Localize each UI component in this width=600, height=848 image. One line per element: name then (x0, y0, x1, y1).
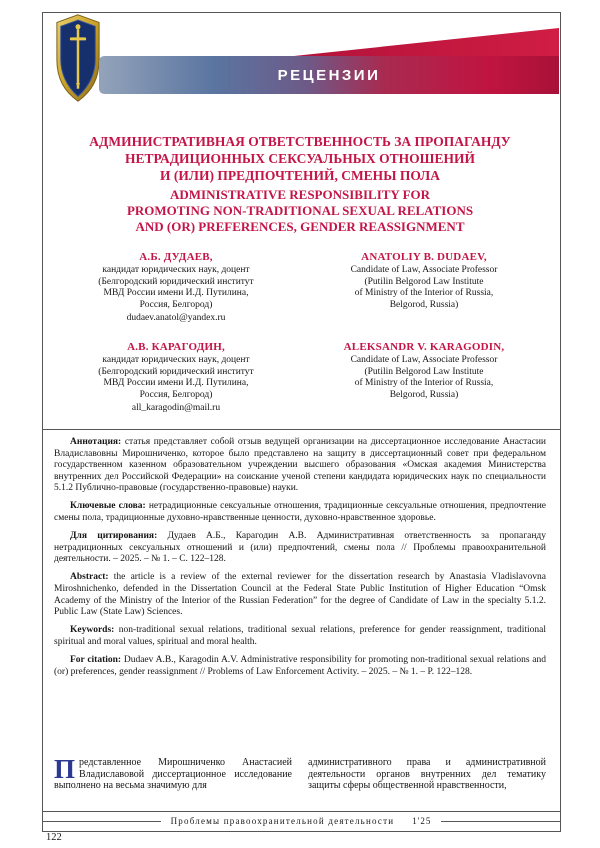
footer-journal-name: Проблемы правоохранительной деятельности (170, 816, 395, 826)
article-title-ru-line1: АДМИНИСТРАТИВНАЯ ОТВЕТСТВЕННОСТЬ ЗА ПРОПАГАНДУ (89, 134, 511, 149)
citation-en-text: Dudaev A.B., Karagodin A.V. Administrative responsibility for promoting non-traditional sexual relations and (or) preferences, gender reassignment // Problems of Law Enforcement Activity. – 2025. – № 1. – P. 122–128. (54, 655, 547, 677)
author-1-ru-degree: кандидат юридических наук, доцент (102, 265, 250, 275)
body-left-text: редставленное Мирошниченко Анастасией Владиславовой диссертационное исследование выполнено на весьма значимую для (54, 757, 292, 791)
abstract-separator-rule (42, 429, 560, 430)
annotation-paragraph (54, 437, 546, 495)
footer-journal-title (161, 816, 442, 826)
author-block-1 (52, 251, 548, 325)
author-1-ru-affiliation-1: (Белгородский юридический институт (98, 276, 254, 287)
author-1-ru-name: А.Б. ДУДАЕВ, (139, 251, 213, 263)
article-title-en-line2: PROMOTING NON-TRADITIONAL SEXUAL RELATIONS (126, 203, 474, 218)
section-banner (99, 27, 559, 96)
article-title-en-line1: ADMINISTRATIVE RESPONSIBILITY FOR (169, 187, 431, 202)
author-2-en-affiliation-3: Belgorod, Russia) (389, 389, 459, 400)
abstract-label: Abstract: (70, 572, 109, 583)
author-2-ru-affiliation-1: (Белгородский юридический институт (98, 366, 254, 377)
keywords-ru-text: нетрадиционные сексуальные отношения, традиционные сексуальные отношения, предпочтение смены пола, традиционные духовно-нравственные ценности, духовно-нравственное здоровье. (54, 501, 547, 524)
abstract-text: the article is a review of the external reviewer for the dissertation research by Anastasia Vladislavovna Miroshnichenko, defended in the Dissertation Council at the Federal State Public Institution of Higher Education “Omsk Academy of the Ministry of the Interior of the Russian Federation” for the degree of Candidate of Law in the specialty 5.1.2. Public Law (State Law) Sciences. (54, 572, 547, 618)
keywords-en-paragraph (54, 625, 546, 648)
annotation-text: статья представляет собой отзыв ведущей организации на диссертационное исследование Анастасии Владиславовны Мирошниченко, которое было представлено на защиту в диссертационный совет при федеральном государственном казенном образовательном учреждении высшего образования «Омская академия Министерства внутренних дел Российской Федерации» на соискание ученой степени кандидата юридических наук по специальности 5.1.2 Публично-правовые (государственно-правовые) науки. (54, 437, 546, 494)
author-1-en (300, 251, 548, 325)
footer-left-rule (42, 821, 161, 822)
article-title-ru-line3: И (ИЛИ) ПРЕДПОЧТЕНИЙ, СМЕНЫ ПОЛА (160, 168, 440, 183)
author-1-en-degree: Candidate of Law, Associate Professor (350, 265, 498, 275)
author-2-en-affiliation-1: (Putilin Belgorod Law Institute (364, 366, 484, 377)
article-title-en (52, 187, 548, 235)
author-2-ru-name: А.В. КАРАГОДИН, (127, 341, 225, 353)
footer-top-rule (42, 811, 560, 812)
citation-en-paragraph (54, 655, 546, 678)
article-meta (54, 437, 546, 685)
keywords-ru-label: Ключевые слова: (70, 501, 146, 512)
body-column-right (308, 757, 546, 792)
author-1-ru (52, 251, 300, 325)
author-1-ru-affiliation-3: Россия, Белгород) (139, 299, 213, 310)
body-text-columns (54, 754, 546, 792)
footer-right-rule (441, 821, 560, 822)
citation-ru-label: Для цитирования: (70, 531, 158, 542)
citation-ru-paragraph (54, 531, 546, 566)
running-footer (42, 813, 560, 829)
article-title-ru (52, 133, 548, 184)
author-2-ru (52, 341, 300, 415)
article-title-ru-line2: НЕТРАДИЦИОННЫХ СЕКСУАЛЬНЫХ ОТНОШЕНИЙ (124, 151, 475, 166)
keywords-en-label: Keywords: (70, 625, 115, 636)
article-title-en-line3: AND (OR) PREFERENCES, GENDER REASSIGNMENT (135, 219, 465, 234)
page-number: 122 (46, 832, 62, 843)
author-2-en-degree: Candidate of Law, Associate Professor (350, 355, 498, 365)
keywords-ru-paragraph (54, 501, 546, 524)
dropcap-letter: П (54, 754, 76, 784)
annotation-label: Аннотация: (70, 437, 122, 447)
author-1-en-affiliation-2: of Ministry of the Interior of Russia, (354, 288, 494, 298)
abstract-paragraph (54, 572, 546, 618)
author-block-2 (52, 341, 548, 415)
shield-sword-icon (54, 13, 102, 103)
author-2-ru-degree: кандидат юридических наук, доцент (102, 355, 250, 365)
author-2-ru-affiliation-3: Россия, Белгород) (139, 389, 213, 400)
author-1-en-name: ANATOLIY B. DUDAEV, (361, 251, 487, 263)
author-1-email: dudaev.anatol@yandex.ru (126, 313, 226, 323)
section-label: РЕЦЕНЗИИ (277, 66, 381, 84)
author-2-en-name: ALEKSANDR V. KARAGODIN, (343, 341, 505, 353)
law-shield-emblem-icon (54, 13, 102, 103)
body-right-text: административного права и административной деятельности органов внутренних дел тематику защиты сферы общественной нравственности, (308, 757, 546, 791)
author-2-ru-affiliation-2: МВД России имени И.Д. Путилина, (103, 378, 249, 388)
author-1-ru-affiliation-2: МВД России имени И.Д. Путилина, (103, 288, 249, 298)
author-2-email: all_karagodin@mail.ru (131, 403, 221, 413)
author-1-en-affiliation-3: Belgorod, Russia) (389, 299, 459, 310)
citation-en-label: For citation: (70, 655, 122, 665)
footer-issue-number: 1'25 (412, 816, 432, 826)
author-2-en (300, 341, 548, 415)
author-1-en-affiliation-1: (Putilin Belgorod Law Institute (364, 276, 484, 287)
keywords-en-text: non-traditional sexual relations, traditional sexual relations, preference for gender reassignment, traditional spiritual and moral values, spiritual and moral health. (54, 625, 546, 647)
body-column-left (54, 754, 292, 792)
author-2-en-affiliation-2: of Ministry of the Interior of Russia, (354, 378, 494, 388)
citation-ru-text: Дудаев А.Б., Карагодин А.В. Административная ответственность за пропаганду нетрадиционных сексуальных отношений и (или) предпочтений, смены пола // Проблемы правоохранительной деятельности. – 2025. – № 1. – С. 122–128. (54, 531, 546, 565)
